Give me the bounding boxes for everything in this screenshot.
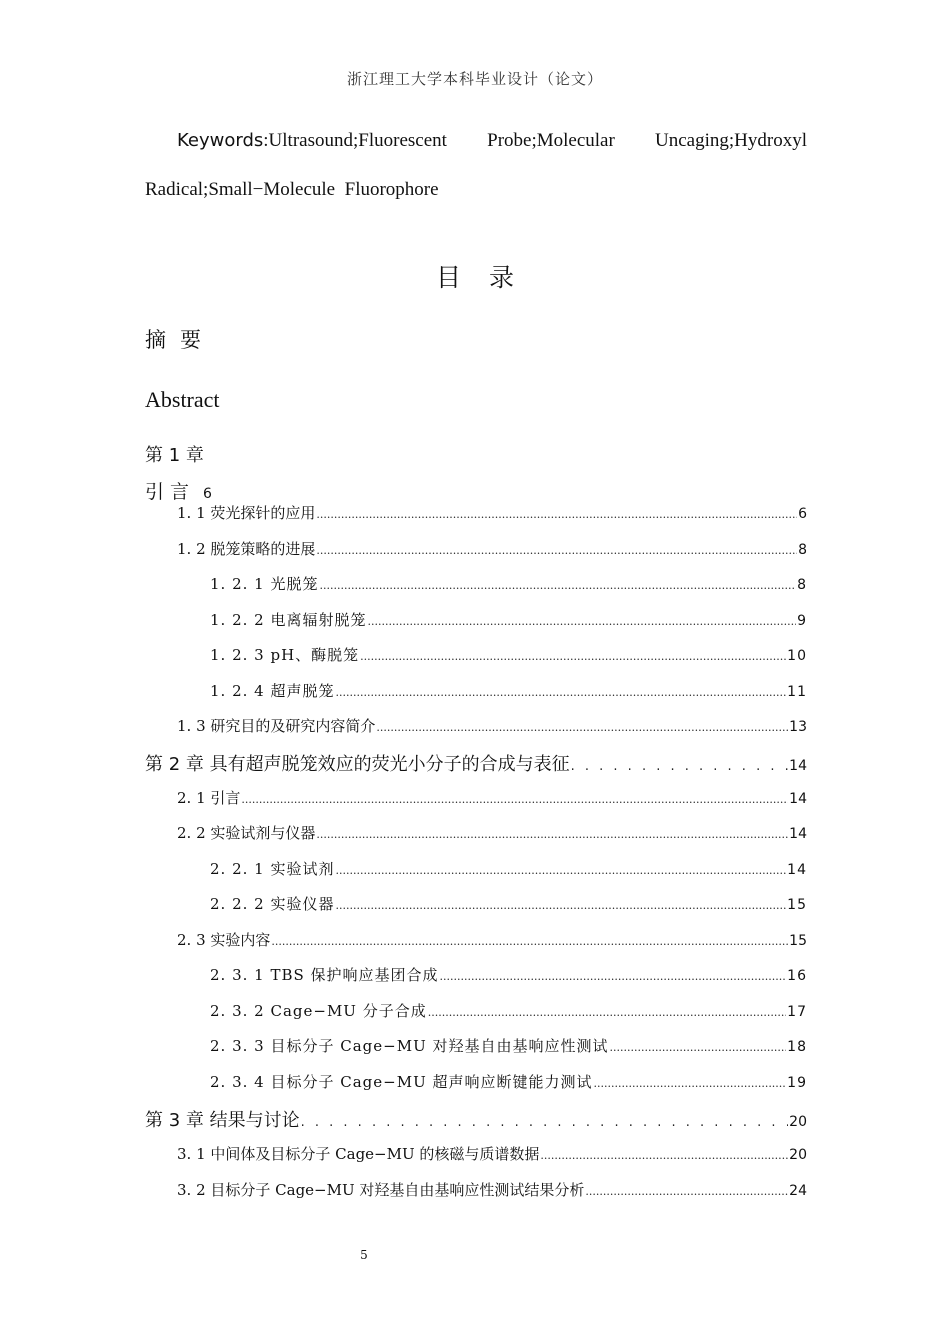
- keyword: Radical: [145, 179, 204, 200]
- keywords-label: Keywords: [177, 130, 264, 151]
- toc-leader: [609, 1041, 786, 1054]
- toc-chapter-entry: [145, 750, 807, 776]
- toc-entry-label: 3. 2 目标分子 Cage−MU 对羟基自由基响应性测试结果分析: [177, 1181, 585, 1199]
- keyword: Uncaging: [655, 130, 729, 151]
- keyword-separator: ;: [531, 130, 537, 151]
- toc-entry-label: 2. 3. 3 目标分子 Cage−MU 对羟基自由基响应性测试: [210, 1037, 609, 1055]
- toc-entry-page: 10: [787, 648, 807, 664]
- toc-leader: [376, 721, 788, 734]
- toc-abstract-en: Abstract: [145, 387, 220, 412]
- keywords-line-1: [145, 130, 807, 152]
- toc-leader: [335, 686, 786, 699]
- keywords-line-2: [145, 179, 807, 201]
- keyword: Ultrasound: [268, 130, 353, 151]
- keyword: Fluorescent: [358, 130, 447, 151]
- toc-leader: [585, 1185, 788, 1198]
- toc-leader: [316, 508, 797, 521]
- toc-leader: [335, 864, 786, 877]
- toc-leader: [301, 1115, 789, 1130]
- toc-leader: [428, 1006, 786, 1019]
- toc-entry: [177, 787, 807, 808]
- toc-entry: [177, 929, 807, 950]
- toc-entry: [210, 644, 807, 665]
- chapter-1-title-text: 引言: [145, 481, 196, 503]
- toc-chapter-1-label: 第 1 章: [145, 445, 204, 466]
- toc-entry: [210, 1071, 807, 1092]
- toc-entry-page: 15: [789, 933, 807, 949]
- toc-entry-page: 6: [798, 506, 807, 522]
- toc-entry-label: 1. 2. 1 光脱笼: [210, 575, 319, 593]
- toc-entry: [177, 822, 807, 843]
- page-number: 5: [360, 1248, 368, 1262]
- keyword: Hydroxyl: [734, 130, 807, 151]
- toc-leader: [593, 1077, 786, 1090]
- keyword-separator: ;: [728, 130, 735, 151]
- toc-entry: [210, 680, 807, 701]
- keywords-group-3: [655, 130, 807, 152]
- toc-entry-page: 8: [797, 577, 807, 593]
- toc-entry-label: 第 2 章 具有超声脱笼效应的荧光小分子的合成与表征: [145, 754, 570, 775]
- toc-leader: [241, 793, 788, 806]
- toc-entry-label: 1. 2. 3 pH、酶脱笼: [210, 646, 360, 664]
- toc-entry: [210, 858, 807, 879]
- toc-entry-page: 17: [787, 1004, 807, 1020]
- toc-entry: [210, 1035, 807, 1056]
- toc-entry-page: 19: [787, 1075, 807, 1091]
- keywords-group-1: [177, 130, 447, 152]
- toc-leader: [360, 650, 786, 663]
- toc-entry-label: 2. 3. 1 TBS 保护响应基团合成: [210, 966, 439, 984]
- toc-leader: [367, 615, 796, 628]
- toc-leader: [335, 899, 786, 912]
- keyword: Fluorophore: [344, 179, 439, 200]
- toc-entry: [177, 1143, 807, 1164]
- toc-entry-label: 2. 1 引言: [177, 789, 241, 807]
- toc-entry-label: 1. 2. 4 超声脱笼: [210, 682, 335, 700]
- toc-entry-label: 1. 2. 2 电离辐射脱笼: [210, 611, 367, 629]
- running-header: 浙江理工大学本科毕业设计（论文）: [346, 70, 603, 88]
- toc-leader: [440, 970, 787, 983]
- toc-entry-page: 16: [787, 968, 807, 984]
- toc-entry-page: 14: [789, 826, 807, 842]
- toc-entry-label: 2. 2 实验试剂与仪器: [177, 824, 316, 842]
- toc-entry: [177, 538, 807, 559]
- toc-entry-label: 2. 3. 2 Cage−MU 分子合成: [210, 1002, 427, 1020]
- toc-chapter-entry: [145, 1106, 807, 1132]
- toc-entry-page: 20: [789, 1147, 807, 1163]
- toc-entry-label: 2. 2. 2 实验仪器: [210, 895, 335, 913]
- toc-leader: [271, 935, 788, 948]
- toc-entry: [177, 502, 807, 523]
- keyword: Molecular: [536, 130, 615, 151]
- toc-entry: [210, 893, 807, 914]
- toc-entry-page: 14: [787, 862, 807, 878]
- toc-entry: [177, 715, 807, 736]
- toc-entry: [210, 573, 807, 594]
- toc-leader: [540, 1149, 788, 1162]
- keyword: Probe: [487, 130, 532, 151]
- toc-entry-page: 20: [789, 1114, 807, 1130]
- toc-entry-label: 2. 2. 1 实验试剂: [210, 860, 335, 878]
- toc-entry-label: 2. 3. 4 目标分子 Cage−MU 超声响应断键能力测试: [210, 1073, 593, 1091]
- toc-entry-label: 1. 3 研究目的及研究内容简介: [177, 717, 376, 735]
- toc-chapter-1-title: [145, 477, 212, 504]
- toc-entry-page: 24: [789, 1183, 807, 1199]
- toc-entry-label: 3. 1 中间体及目标分子 Cage−MU 的核磁与质谱数据: [177, 1145, 540, 1163]
- toc-entry: [210, 964, 807, 985]
- toc-entry-label: 1. 1 荧光探针的应用: [177, 504, 316, 522]
- toc-entry-page: 13: [789, 719, 807, 735]
- toc-entry: [210, 609, 807, 630]
- toc-entry-label: 第 3 章 结果与讨论: [145, 1110, 300, 1131]
- toc-entry-page: 9: [797, 613, 807, 629]
- toc-leader: [316, 544, 797, 557]
- toc-entry-page: 14: [789, 758, 807, 774]
- keywords-colon: :: [263, 130, 269, 151]
- toc-entry-page: 18: [787, 1039, 807, 1055]
- toc-entry-page: 11: [787, 684, 807, 700]
- keyword-separator: ;: [203, 179, 209, 200]
- toc-entry-label: 2. 3 实验内容: [177, 931, 271, 949]
- toc-entry: [210, 1000, 807, 1021]
- toc-abstract-cn: 摘要: [145, 328, 215, 352]
- toc-leader: [316, 828, 788, 841]
- chapter-1-page: 6: [203, 486, 212, 502]
- toc-entry-page: 14: [789, 791, 807, 807]
- toc-leader: [319, 579, 796, 592]
- toc-entry: [177, 1179, 807, 1200]
- toc-entry-page: 8: [798, 542, 807, 558]
- toc-entry-page: 15: [787, 897, 807, 913]
- keyword: Small−Molecule: [208, 179, 336, 200]
- keywords-group-2: [487, 130, 615, 152]
- toc-leader: [571, 759, 789, 774]
- keyword-separator: ;: [352, 130, 359, 151]
- toc-title: 目录: [435, 263, 542, 292]
- toc-entry-label: 1. 2 脱笼策略的进展: [177, 540, 316, 558]
